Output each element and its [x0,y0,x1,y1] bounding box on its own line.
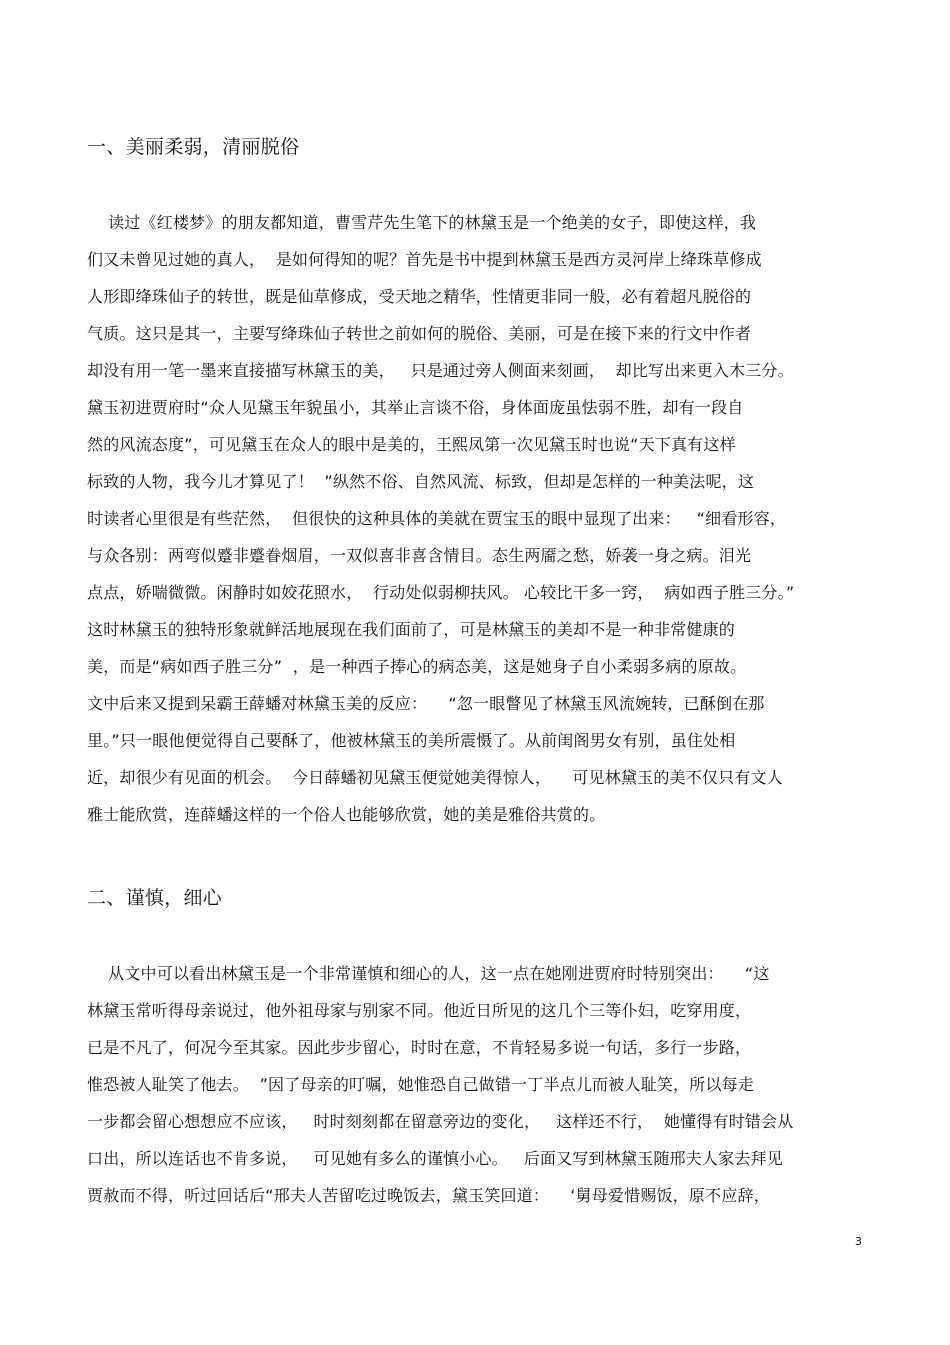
text-line: 然的风流态度”，可见黛玉在众人的眼中是美的，王熙凤第一次见黛玉时也说“天下真有这样 [87,435,736,454]
text-line: 口出，所以连话也不肯多说， 可见她有多么的谨慎小心。 后面又写到林黛玉随邢夫人家去拜见 [87,1149,783,1168]
text-line: 惟恐被人耻笑了他去。 ”因了母亲的叮嘱，她惟恐自己做错一丁半点儿而被人耻笑，所以每走 [87,1075,755,1094]
text-line: 却没有用一笔一墨来直接描写林黛玉的美， 只是通过旁人侧面来刻画， 却比写出来更入木三分。 [87,361,794,380]
text-line: 与众各别：两弯似蹙非蹙眷烟眉，一双似喜非喜含情目。态生两靥之愁，娇袭一身之病。泪光 [87,546,752,565]
text-line: 里。”只一眼他便觉得自己要酥了，他被林黛玉的美所震慑了。从前闺阁男女有别，虽住处相 [87,731,736,750]
text-line: 近，却很少有见面的机会。 今日薛蟠初见黛玉便觉她美得惊人， 可见林黛玉的美不仅只有文人 [87,768,783,787]
text-line: 美，而是“病如西子胜三分” ，是一种西子捧心的病态美，这是她身子自小柔弱多病的原故。 [87,657,747,676]
text-line: 人形即绛珠仙子的转世，既是仙草修成，受天地之精华，性情更非同一般，必有着超凡脱俗的 [87,287,752,306]
text-line: 从文中可以看出林黛玉是一个非常谨慎和细心的人，这一点在她刚进贾府时特别突出： “这 [87,964,770,983]
text-line: 标致的人物，我今儿才算见了！ ”纵然不俗、自然风流、标致，但却是怎样的一种美法呢，这 [87,472,755,491]
text-line: 一步都会留心想想应不应该， 时时刻刻都在留意旁边的变化， 这样还不行， 她懂得有时错会从 [87,1112,794,1131]
section-heading-2: 二、谨慎，细心 [87,887,223,909]
text-line: 已是不凡了，何况今至其家。因此步步留心，时时在意，不肯轻易多说一句话，多行一步路， [87,1038,752,1057]
text-line: 林黛玉常听得母亲说过，他外祖母家与别家不同。他近日所见的这几个三等仆妇，吃穿用度， [87,1001,752,1020]
text-line: 文中后来又提到呆霸王薛蟠对林黛玉美的反应： “忽一眼瞥见了林黛玉风流婉转，已酥倒在那 [87,694,765,713]
section-1-paragraph [87,211,877,840]
text-line: 点点，娇喘微微。闲静时如姣花照水， 行动处似弱柳扶风。 心较比干多一窍， 病如西子胜三分。” [87,583,795,602]
text-line: 这时林黛玉的独特形象就鲜活地展现在我们面前了，可是林黛玉的美却不是一种非常健康的 [87,620,736,639]
text-line: 读过《红楼梦》的朋友都知道，曹雪芹先生笔下的林黛玉是一个绝美的女子，即使这样，我 [87,213,757,232]
page-number: 3 [855,1235,862,1248]
section-2-paragraph [87,962,877,1221]
text-line: 贾赦而不得，听过回话后“邢夫人苦留吃过晚饭去，黛玉笑回道： ‘舅母爱惜赐饭，原不应辞， [87,1186,770,1205]
text-line: 雅士能欣赏，连薛蟠这样的一个俗人也能够欣赏，她的美是雅俗共赏的。 [87,805,606,824]
text-line: 气质。这只是其一，主要写绛珠仙子转世之前如何的脱俗、美丽，可是在接下来的行文中作者 [87,324,752,343]
text-line: 黛玉初进贾府时“众人见黛玉年貌虽小，其举止言谈不俗，身体面庞虽怯弱不胜，却有一段自 [87,398,744,417]
text-line: 们又未曾见过她的真人， 是如何得知的呢？首先是书中提到林黛玉是西方灵河岸上绛珠草修成 [87,250,762,269]
section-heading-1: 一、美丽柔弱，清丽脱俗 [87,136,300,158]
text-line: 时读者心里很是有些茫然， 但很快的这种具体的美就在贾宝玉的眼中显现了出来： “细看形容， [87,509,787,528]
